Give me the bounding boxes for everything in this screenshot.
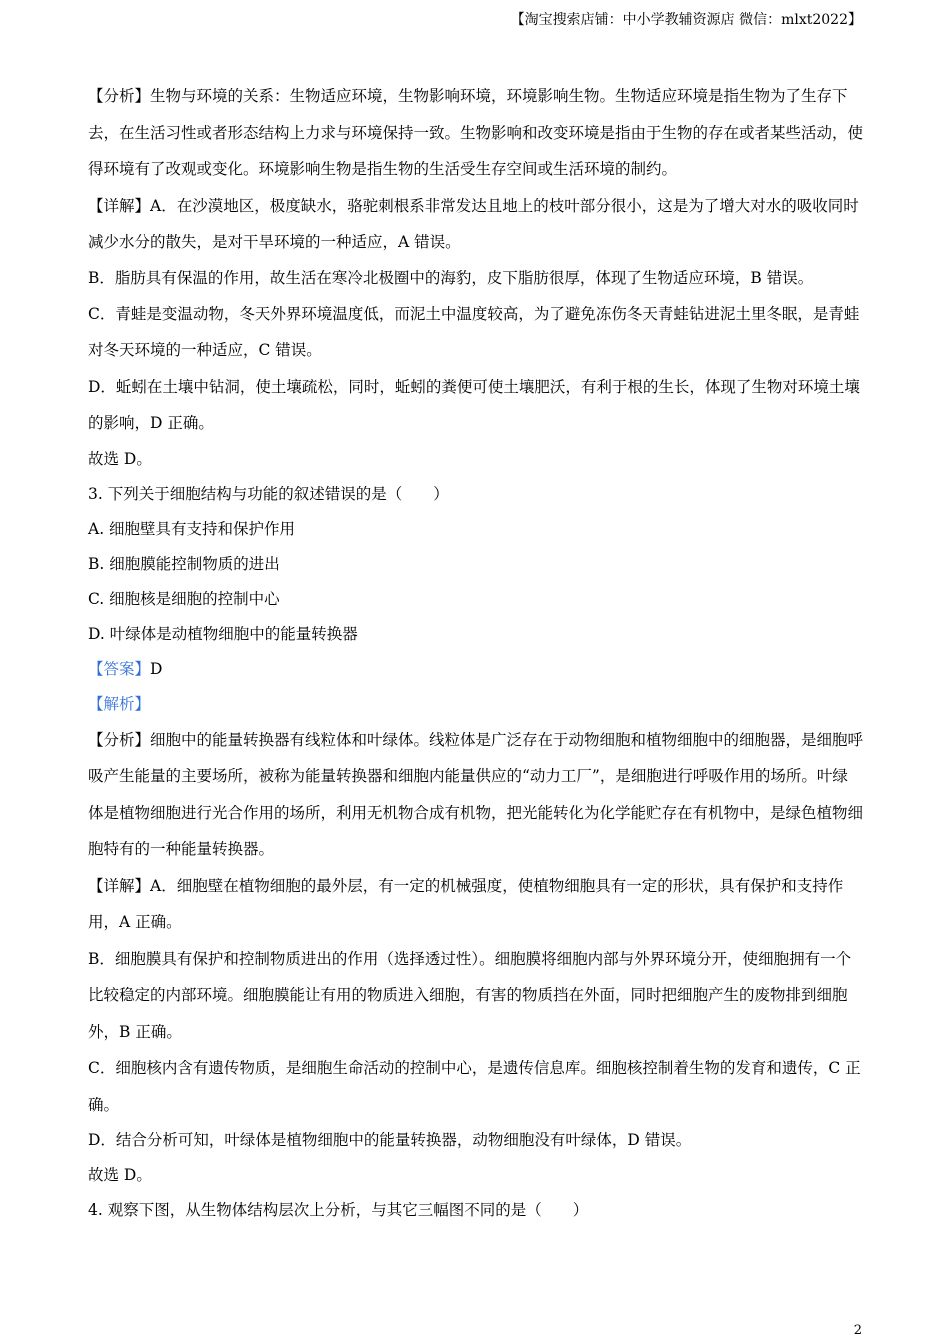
page-header: 【淘宝搜索店铺：中小学教辅资源店 微信：mlxt2022】 xyxy=(510,12,862,28)
q3-option-b: B. 细胞膜能控制物质的进出 xyxy=(88,554,280,573)
answer-label: 【答案】 xyxy=(88,659,151,678)
q2-conclusion: 故选 D。 xyxy=(88,449,152,468)
q3-detail-d: D．结合分析可知，叶绿体是植物细胞中的能量转换器，动物细胞没有叶绿体，D 错误。 xyxy=(88,1131,692,1149)
q3-conclusion: 故选 D。 xyxy=(88,1166,152,1184)
q2-analysis: 【分析】生物与环境的关系：生物适应环境，生物影响环境，环境影响生物。生物适应环境是指生物为了生存下去，在生活习性或者形态结构上力求与环境保持一致。生物影响和改变环境是指由于生物的存在或者某些活动，使得环境有了改观或变化。环境影响生物是指生物的生活受生存空间或生活环境的制约。 xyxy=(88,87,864,178)
q2-detail-a: 【详解】A．在沙漠地区，极度缺水，骆驼刺根系非常发达且地上的枝叶部分很小，这是为了增大对水的吸收同时减少水分的散失，是对干旱环境的一种适应，A 错误。 xyxy=(88,196,859,251)
q2-detail-d: D．蚯蚓在土壤中钻洞，使土壤疏松，同时，蚯蚓的粪便可使土壤肥沃，有利于根的生长，体现了生物对环境土壤的影响，D 正确。 xyxy=(88,377,860,432)
q3-explain-label: 【解析】 xyxy=(88,694,151,713)
q4-stem: 4. 观察下图，从生物体结构层次上分析，与其它三幅图不同的是（ ） xyxy=(88,1201,589,1219)
q3-option-c: C. 细胞核是细胞的控制中心 xyxy=(88,589,280,608)
q3-detail-a: 【详解】A．细胞壁在植物细胞的最外层，有一定的机械强度，使植物细胞具有一定的形状，具有保护和支持作用，A 正确。 xyxy=(88,876,844,931)
q2-detail-c: C．青蛙是变温动物，冬天外界环境温度低，而泥土中温度较高，为了避免冻伤冬天青蛙钻进泥土里冬眠，是青蛙对冬天环境的一种适应，C 错误。 xyxy=(88,304,860,359)
q3-detail-c: C．细胞核内含有遗传物质，是细胞生命活动的控制中心，是遗传信息库。细胞核控制着生物的发育和遗传，C 正确。 xyxy=(88,1059,861,1114)
answer-value: D xyxy=(150,659,163,678)
q3-answer xyxy=(88,652,863,687)
q3-stem: 3. 下列关于细胞结构与功能的叙述错误的是（ ） xyxy=(88,484,449,503)
q3-detail-b: B．细胞膜具有保护和控制物质进出的作用（选择透过性）。细胞膜将细胞内部与外界环境分开，使细胞拥有一个比较稳定的内部环境。细胞膜能让有用的物质进入细胞，有害的物质挡在外面，同时把细胞产生的废物排到细胞外，B 正确。 xyxy=(88,949,852,1041)
q3-option-d: D. 叶绿体是动植物细胞中的能量转换器 xyxy=(88,624,358,643)
q3-option-a: A. 细胞壁具有支持和保护作用 xyxy=(88,519,296,538)
q2-detail-b: B．脂肪具有保温的作用，故生活在寒冷北极圈中的海豹，皮下脂肪很厚，体现了生物适应环境，B 错误。 xyxy=(88,268,814,287)
document-body xyxy=(88,78,863,1228)
q3-analysis: 【分析】细胞中的能量转换器有线粒体和叶绿体。线粒体是广泛存在于动物细胞和植物细胞中的细胞器，是细胞呼吸产生能量的主要场所，被称为能量转换器和细胞内能量供应的“动力工厂”，是细胞进行呼吸作用的场所。叶绿体是植物细胞进行光合作用的场所，利用无机物合成有机物，把光能转化为化学能贮存在有机物中，是绿色植物细胞特有的一种能量转换器。 xyxy=(88,730,864,858)
page-number: 2 xyxy=(853,1323,862,1338)
